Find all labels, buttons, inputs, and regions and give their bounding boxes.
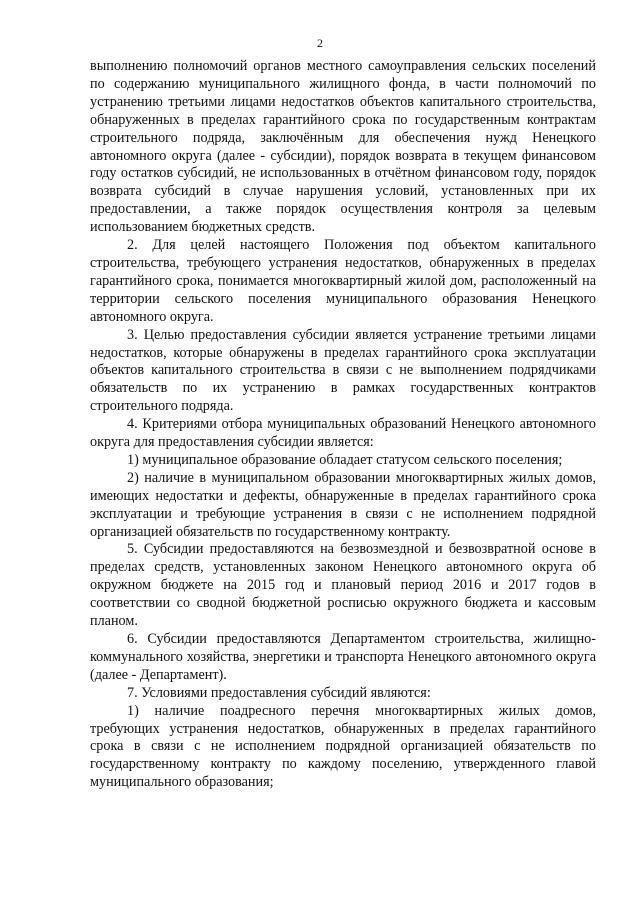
paragraph-4-item-2: 2) наличие в муниципальном образовании многоквартирных жилых домов, имеющих недостатки и дефекты, обнаруженные в пределах гарантийного срока эксплуатации и требующие устранения в связи с не исполнением подрядной организацией обязательств по государственному контракту. (90, 469, 596, 540)
paragraph-2: 2. Для целей настоящего Положения под объектом капитального строительства, требующего устранения недостатков, обнаруженных в пределах гарантийного срока, понимается многоквартирный жилой дом, расположенный на территории сельского поселения муниципального образования Ненецкого автономного округа. (90, 237, 596, 325)
paragraph-7-item-1: 1) наличие поадресного перечня многоквартирных жилых домов, требующих устранения недостатков, обнаруженных в пределах гарантийного срока в связи с не исполнением подрядной организацией обязательств по государственному контракту по каждому поселению, утвержденного главой муниципального образования; (90, 702, 596, 791)
paragraph-6: 6. Субсидии предоставляются Департаментом строительства, жилищно-коммунального хозяйства, энергетики и транспорта Ненецкого автономного округа (далее - Департамент). (90, 631, 596, 683)
paragraph-5: 5. Субсидии предоставляются на безвозмездной и безвозвратной основе в пределах средств, установленных законом Ненецкого автономного округа об окружном бюджете на 2015 год и плановый период 2016 и 2017 годов в соответствии со сводной бюджетной росписью окружного бюджета и кассовым планом. (90, 541, 596, 630)
page-number: 2 (317, 36, 323, 50)
document-body (90, 58, 596, 792)
paragraph-intro-continuation: выполнению полномочий органов местного самоуправления сельских поселений по содержанию муниципального жилищного фонда, в части полномочий по устранению третьими лицами недостатков объектов капитального строительства, обнаруженных в пределах гарантийного срока по государственным контрактам строительного подряда, заключённым для обеспечения нужд Ненецкого автономного округа (далее - субсидии), порядок возврата в текущем финансовом году остатков субсидий, не использованных в отчётном финансовом году, порядок возврата субсидий в случае нарушения условий, установленных при их предоставлении, а также порядок осуществления контроля за целевым использованием бюджетных средств. (90, 58, 596, 236)
paragraph-4-item-1: 1) муниципальное образование обладает статусом сельского поселения; (127, 451, 563, 468)
paragraph-4: 4. Критериями отбора муниципальных образований Ненецкого автономного округа для предоставления субсидии является: (90, 416, 596, 451)
paragraph-3: 3. Целью предоставления субсидии является устранение третьими лицами недостатков, которые обнаружены в пределах гарантийного срока эксплуатации объектов капитального строительства в связи с не выполнением подрядчиками обязательств по их устранению в рамках государственных контрактов строительного подряда. (90, 326, 596, 415)
paragraph-7: 7. Условиями предоставления субсидий являются: (127, 684, 431, 701)
